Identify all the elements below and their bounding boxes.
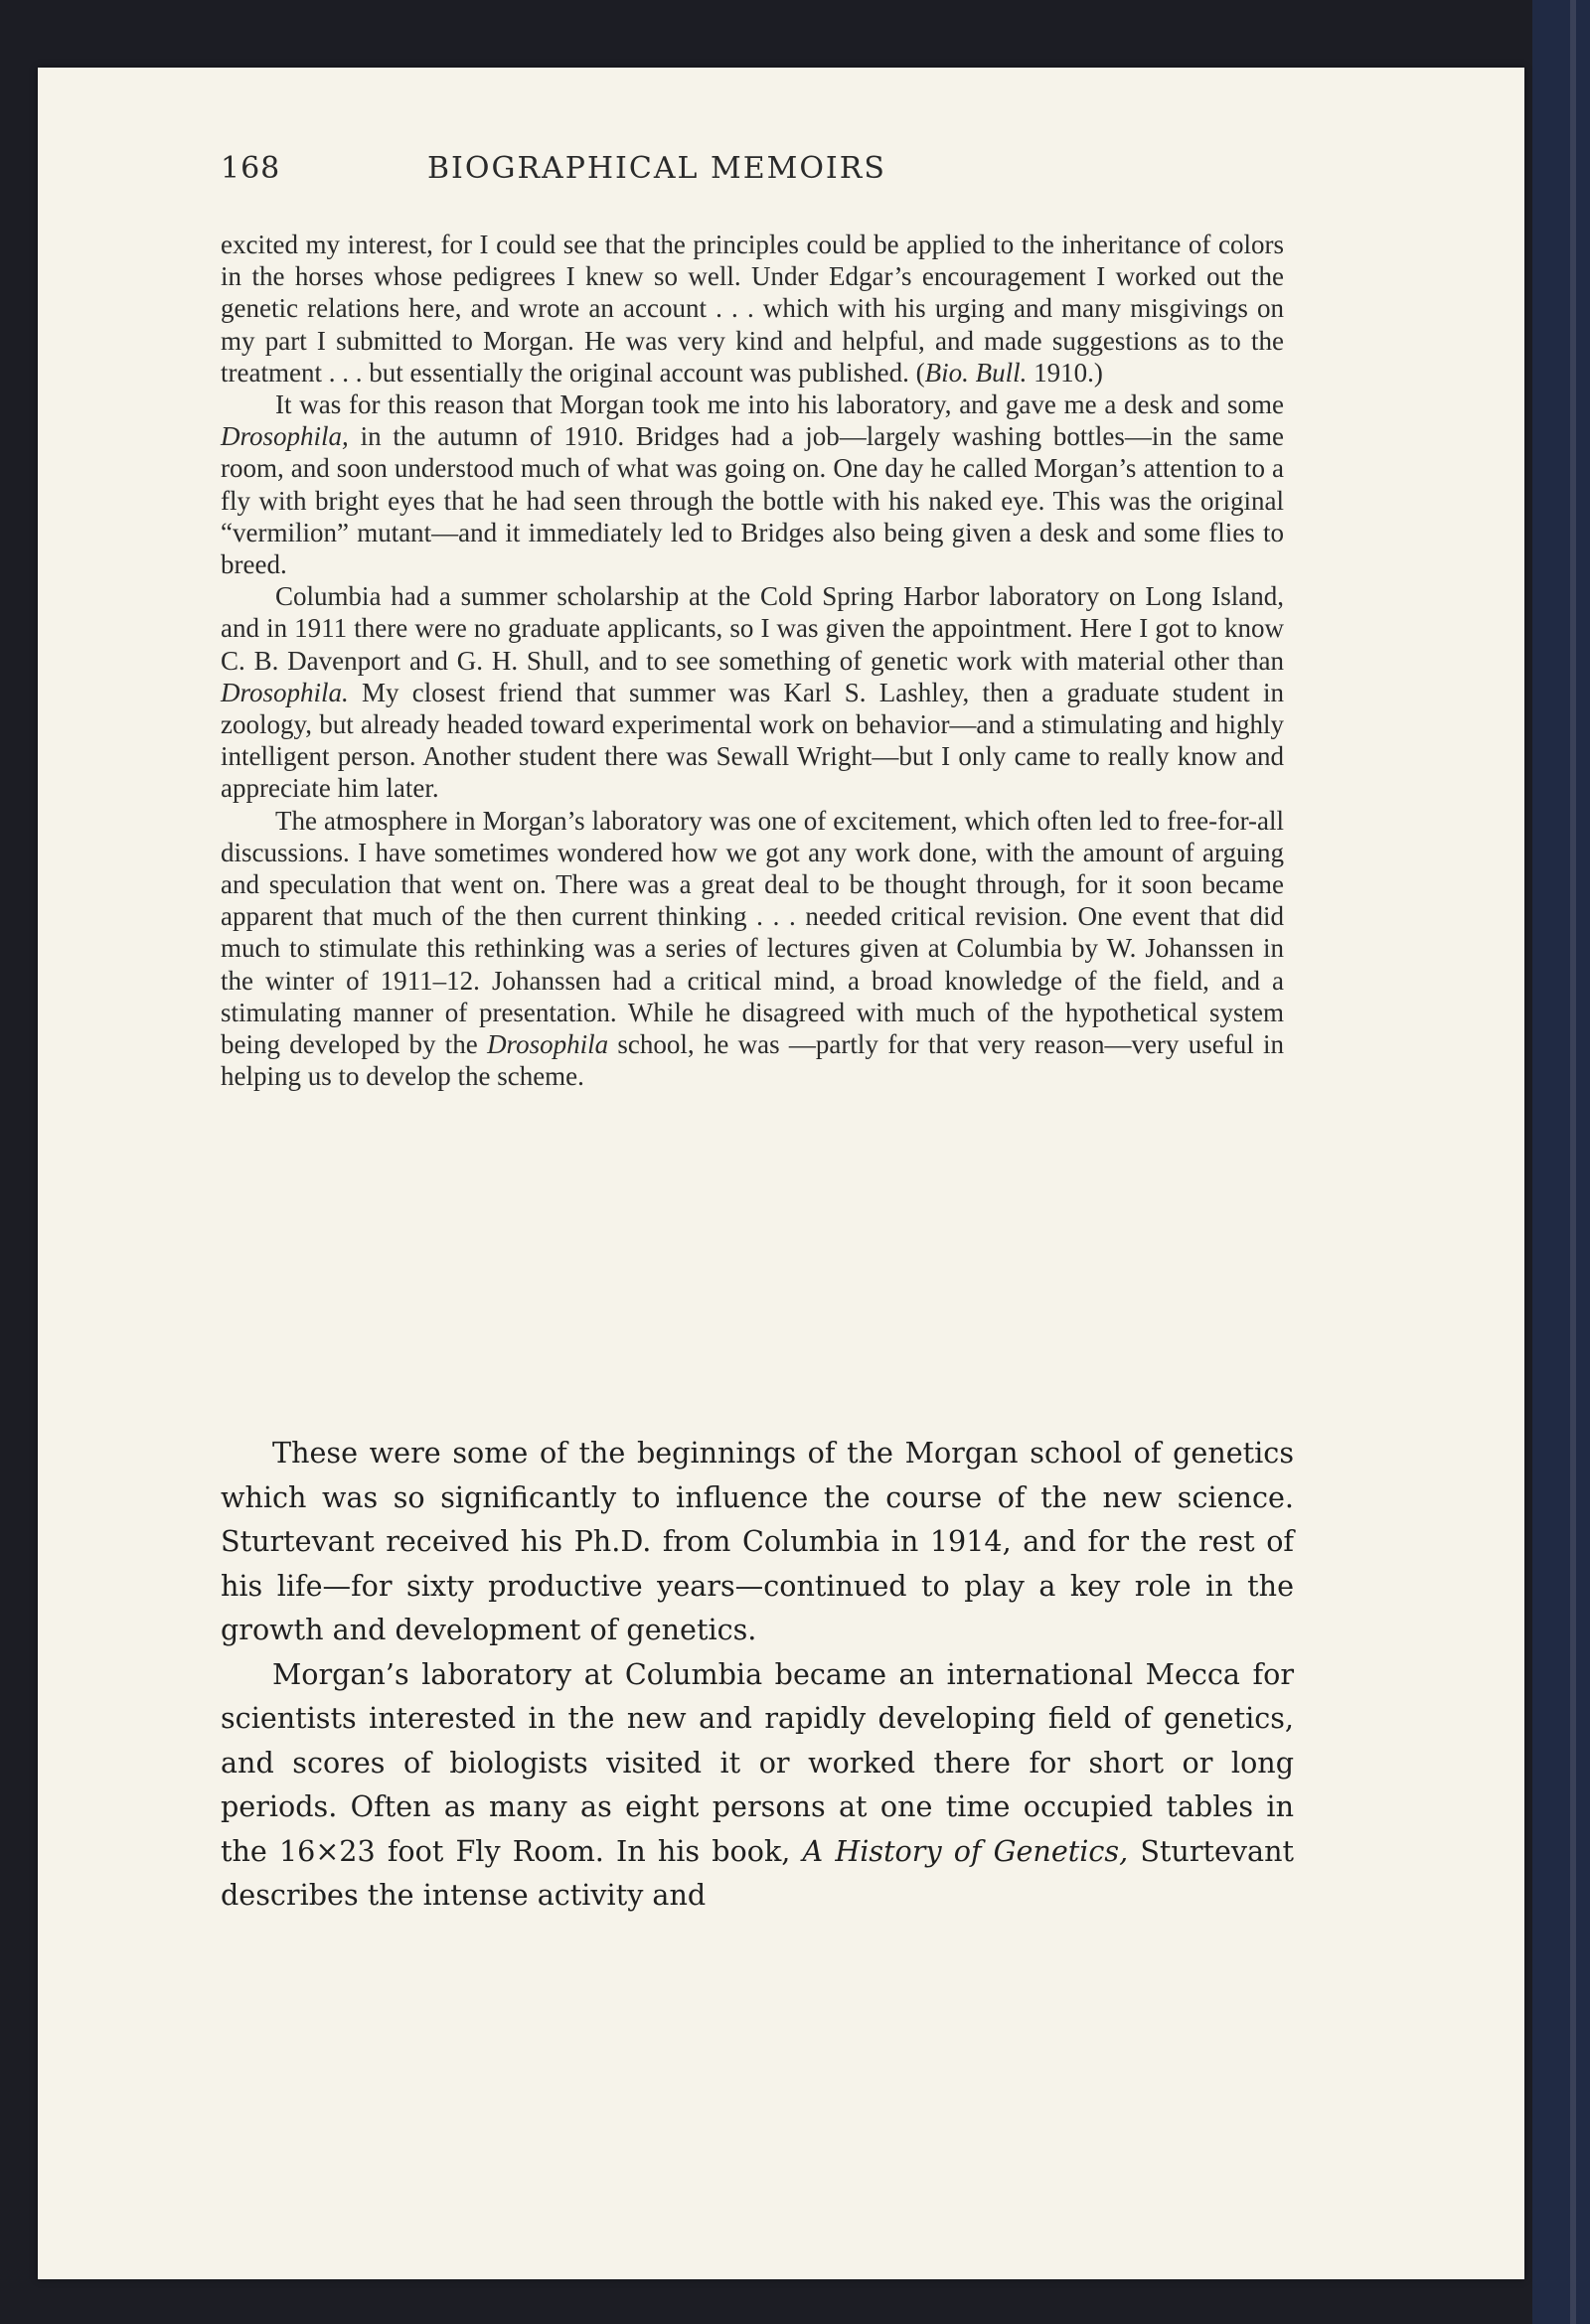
page-number: 168 bbox=[221, 151, 281, 186]
body-text bbox=[221, 1431, 1294, 1918]
body-paragraph-2: Morgan’s laboratory at Columbia became an international Mecca for scientists interested in the new and rapidly developing field of genetics, and scores of biologists visited it or worked there for short or long periods. Often as many as eight persons at one time occupied tables in the 16×23 foot Fly Room. In his book, A History of Genetics, Sturtevant describes the intense activity and bbox=[221, 1656, 1295, 1912]
running-title: BIOGRAPHICAL MEMOIRS bbox=[427, 151, 886, 186]
quoted-paragraph-1: excited my interest, for I could see that the principles could be applied to the inheritance of colors in the horses whose pedigrees I knew so well. Under Edgar’s encouragement I worked out the genetic relations here, and wrote an account . . . which with his urging and many misgivings on my part I submitted to Morgan. He was very kind and helpful, and made suggestions as to the treatment . . . but essentially the original account was published. (Bio. Bull. 1910.) bbox=[221, 230, 1284, 387]
quoted-paragraph-3: Columbia had a summer scholarship at the Cold Spring Harbor laboratory on Long Island, and in 1911 there were no graduate applicants, so I was given the appointment. Here I got to know C. B. Davenport and G. H. Shull, and to see something of genetic work with material other than Drosophila. My closest friend that summer was Karl S. Lashley, then a graduate student in zoology, but already headed toward experimental work on behavior—and a stimulating and highly intelligent person. Another student there was Sewall Wright—but I only came to really know and appreciate him later. bbox=[221, 581, 1284, 804]
book-spine bbox=[1532, 0, 1590, 2324]
body-paragraph-1: These were some of the beginnings of the Morgan school of genetics which was so significantly to influence the course of the new science. Sturtevant received his Ph.D. from Columbia in 1914, and for the rest of his life—for sixty productive years—continued to play a key role in the growth and development of genetics. bbox=[221, 1436, 1294, 1646]
quoted-paragraph-4: The atmosphere in Morgan’s laboratory was one of excitement, which often led to free-for-all discussions. I have sometimes wondered how we got any work done, with the amount of arguing and speculation that went on. There was a great deal to be thought through, for it soon became apparent that much of the then current thinking . . . needed critical revision. One event that did much to stimulate this rethinking was a series of lectures given at Columbia by W. Johanssen in the winter of 1911–12. Johanssen had a critical mind, a broad knowledge of the field, and a stimulating manner of presentation. While he disagreed with much of the hypothetical system being developed by the Drosophila school, he was —partly for that very reason—very useful in helping us to develop the scheme. bbox=[221, 805, 1284, 1092]
spine-edge bbox=[1570, 0, 1576, 2324]
quoted-passage bbox=[221, 229, 1284, 1092]
quoted-paragraph-2: It was for this reason that Morgan took me into his laboratory, and gave me a desk and some Drosophila, in the autumn of 1910. Bridges had a job—largely washing bottles—in the same room, and soon understood much of what was going on. One day he called Morgan’s attention to a fly with bright eyes that he had seen through the bottle with his naked eye. This was the original “vermilion” mutant—and it immediately led to Bridges also being given a desk and some flies to breed. bbox=[221, 389, 1284, 580]
